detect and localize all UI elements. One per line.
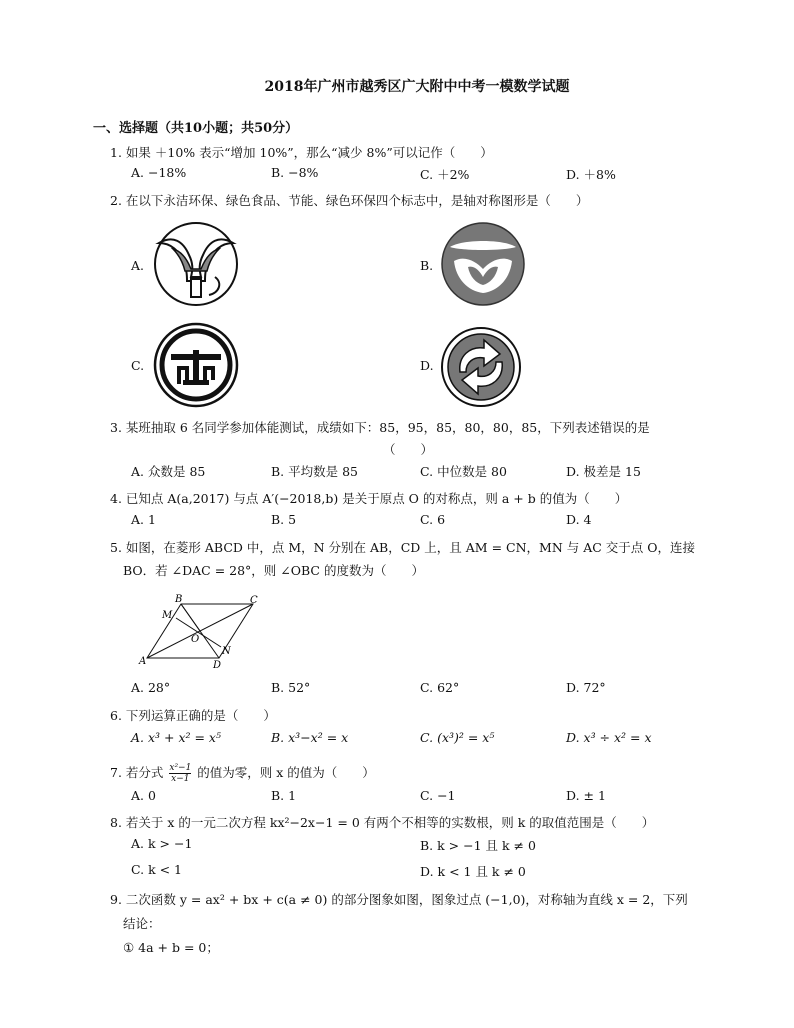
q8-option-a: A. k > −1 (131, 836, 193, 851)
question-8-stem: 8. 若关于 x 的一元二次方程 kx²−2x−1 = 0 有两个不相等的实数根，则 k 的取值范围是（ ） (110, 815, 655, 830)
q1-option-b: B. −8% (271, 165, 319, 180)
question-4-stem: 4. 已知点 A(a,2017) 与点 A′(−2018,b) 是关于原点 O 的对称点，则 a + b 的值为（ ） (110, 491, 628, 506)
q3-option-c: C. 中位数是 80 (420, 464, 507, 479)
label-a: A (139, 656, 147, 667)
q4-option-c: C. 6 (420, 512, 446, 527)
question-9-stem-cont: 结论： (123, 916, 161, 931)
q4-option-a: A. 1 (131, 512, 156, 527)
question-9-stem: 9. 二次函数 y = ax² + bx + c(a ≠ 0) 的部分图象如图，图象过点 (−1,0)，对称轴为直线 x = 2，下列 (110, 892, 688, 907)
question-1-stem: 1. 如果 ＋10% 表示“增加 10%”，那么“减少 8%”可以记作（ ） (110, 145, 493, 160)
question-3-stem-cont: （ ） (383, 442, 434, 457)
label-c: C (250, 595, 258, 606)
q6-option-c: C. (x³)² = x⁵ (420, 730, 495, 745)
section-heading: 一、选择题（共10小题；共50分） (93, 121, 299, 136)
question-6-stem: 6. 下列运算正确的是（ ） (110, 708, 276, 723)
q4-option-d: D. 4 (566, 512, 592, 527)
q1-option-c: C. ＋2% (420, 167, 470, 182)
page-title: 2018年广州市越秀区广大附中中考一模数学试题 (264, 79, 570, 95)
q2-option-b: B. (420, 258, 434, 273)
yongjie-environmental-logo (153, 221, 239, 307)
label-m: M (162, 610, 173, 621)
q7-fraction-denominator: x−1 (171, 774, 190, 784)
question-5-stem-cont: BO．若 ∠DAC = 28°，则 ∠OBC 的度数为（ ） (123, 563, 424, 578)
q1-option-a: A. −18% (131, 165, 187, 180)
green-food-logo (440, 221, 526, 307)
label-o: O (191, 634, 200, 645)
q2-option-a: A. (131, 258, 145, 273)
q7-option-b: B. 1 (271, 788, 297, 803)
q7-fraction-numerator: x²−1 (169, 763, 192, 773)
q8-option-b: B. k > −1 且 k ≠ 0 (420, 838, 536, 853)
rhombus-figure (135, 590, 270, 670)
q7-stem-pre: 7. 若分式 (110, 765, 168, 780)
q6-option-a: A. x³ + x² = x⁵ (131, 730, 221, 745)
q5-option-c: C. 62° (420, 680, 460, 695)
q3-option-a: A. 众数是 85 (131, 464, 206, 479)
label-n: N (222, 646, 231, 657)
question-5-stem: 5. 如图，在菱形 ABCD 中，点 M，N 分别在 AB，CD 上，且 AM = CN，MN 与 AC 交于点 O，连接 (110, 540, 695, 555)
q7-option-d: D. ± 1 (566, 788, 606, 803)
q5-option-d: D. 72° (566, 680, 606, 695)
q6-option-b: B. x³−x² = x (271, 730, 349, 745)
question-3-stem: 3. 某班抽取 6 名同学参加体能测试，成绩如下：85，95，85，80，80，85，下列表述错误的是 (110, 420, 650, 435)
energy-saving-logo (153, 322, 239, 408)
question-9-conclusion-1: ① 4a + b = 0； (123, 940, 219, 955)
label-d: D (213, 660, 222, 670)
q1-option-d: D. ＋8% (566, 167, 616, 182)
label-b: B (175, 594, 183, 605)
q7-option-a: A. 0 (131, 788, 156, 803)
q8-option-d: D. k < 1 且 k ≠ 0 (420, 864, 526, 879)
q7-stem-post: 的值为零，则 x 的值为（ ） (193, 765, 375, 780)
q5-option-b: B. 52° (271, 680, 311, 695)
q3-option-b: B. 平均数是 85 (271, 464, 359, 479)
q2-option-d: D. (420, 358, 434, 373)
q7-fraction (169, 763, 191, 784)
q8-option-c: C. k < 1 (131, 862, 183, 877)
question-7-stem (110, 763, 375, 784)
q6-option-d: D. x³ ÷ x² = x (566, 730, 652, 745)
q7-option-c: C. −1 (420, 788, 456, 803)
q5-option-a: A. 28° (131, 680, 171, 695)
q2-option-c: C. (131, 358, 145, 373)
question-2-stem: 2. 在以下永洁环保、绿色食品、节能、绿色环保四个标志中，是轴对称图形是（ ） (110, 193, 589, 208)
q3-option-d: D. 极差是 15 (566, 464, 641, 479)
q4-option-b: B. 5 (271, 512, 297, 527)
green-recycling-logo (440, 326, 522, 408)
